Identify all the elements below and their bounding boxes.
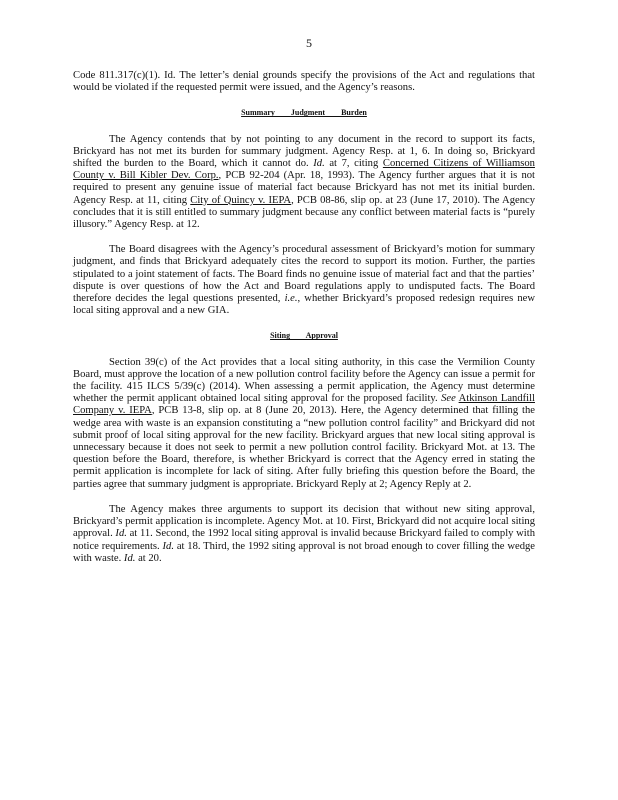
text-run: at 7, citing [329,158,379,170]
text-run: at 20. [138,552,162,564]
text-run: Section 39(c) of the Act provides that a local siting authority, in this case the Vermilion County Board, must approve the location of a new pollution control facility before the Agency can issue a permit for the facility. 415 ILCS 5/39(c) (2014). When assessing a permit application, the Agency must determine whether the permit applicant obtained local siting approval for the proposed facility. [73,356,535,405]
citation-id: Id. [123,552,136,564]
text-run: at 11. Second, the 1992 local siting approval is invalid because Brickyard failed to comply with notice requirements. [73,528,535,552]
text-run: The Agency contends that by not pointing to any document in the record to support its facts, Brickyard has not met its burden for summary judgment. Agency Resp. at 1, 6. In doing so, Brickyard shifted the burden to the Board, which it cannot do. [73,133,535,170]
citation-id: Id. [162,540,174,552]
signal-see: See [441,393,456,405]
text-run: , PCB 13-8, slip op. at 8 (June 20, 2013). Here, the Agency determined that filling the wedge area with waste is an expansion constituting a “new pollution control facility” and Brickyard did not submit proof of local siting approval for the new facility. Brickyard argues that new local siting approval is unnecessary because it does not seek to permit a new pollution control facility. Brickyard Mot. at 13. The question before the Board, therefore, is whether Brickyard is correct that the Agency erred in stating the permit application is incomplete for lack of siting. After fully briefing this question before the Board, the parties agree that summary judgment is appropriate. Brickyard Reply at 2; Agency Reply at 2. [73,405,535,490]
heading-text: Siting Approval [270,331,338,341]
section-heading-summary-judgment [73,107,535,119]
heading-text: Summary Judgment Burden [241,108,367,118]
text-run: The Board disagrees with the Agency’s procedural assessment of Brickyard’s motion for summary judgment, and finds that Brickyard adequately cites the record to support its motion. Further, the parties stipulated to a joint statement of facts. The Board finds no genuine issue of material fact and that the parties’ dispute is over questions of how the Act and Board regulations apply to undisputed facts. The Board therefore decides the legal questions presented, [73,244,535,305]
document-body [73,70,535,578]
paragraph-agency-contends [73,134,535,232]
citation-id: Id. [313,158,325,170]
case-citation: City of Quincy v. IEPA [190,194,292,206]
text-run: , whether Brickyard’s proposed redesign requires new local siting approval and a new GIA. [73,293,535,317]
latin-abbrev: i.e. [284,293,298,305]
case-citation: Atkinson Landfill Company v. IEPA [73,393,535,417]
case-citation: Concerned Citizens of Williamson County v. Bill Kibler Dev. Corp. [73,158,535,182]
paragraph-three-arguments [73,504,535,565]
page-number: 5 [306,36,312,50]
text-run: , PCB 92-204 (Apr. 18, 1993). The Agency further argues that it is not required to present any genuine issue of material fact because Brickyard has not met its initial burden. Agency Resp. at 11, citing [73,170,535,206]
text-run: at 18. Third, the 1992 siting approval is not broad enough to cover filling the wedge with waste. [73,540,535,564]
text-run: , PCB 08-86, slip op. at 23 (June 17, 2010). The Agency concludes that it is still entitled to summary judgment because any conflict between material facts is “purely illusory.” Agency Resp. at 12. [73,194,536,231]
paragraph-section-39c [73,357,535,491]
citation-id: Id. [115,528,127,540]
paragraph-board-disagrees [73,244,535,317]
paragraph-continued: Code 811.317(c)(1). Id. The letter’s denial grounds specify the provisions of the Act and regulations that would be violated if the requested permit were issued, and the Agency’s reasons. [73,70,535,94]
section-heading-siting-approval [73,330,535,342]
text-run: The Agency makes three arguments to support its decision that without new siting approval, Brickyard’s permit application is incomplete. Agency Mot. at 10. First, Brickyard did not acquire local siting approval. [73,503,535,540]
